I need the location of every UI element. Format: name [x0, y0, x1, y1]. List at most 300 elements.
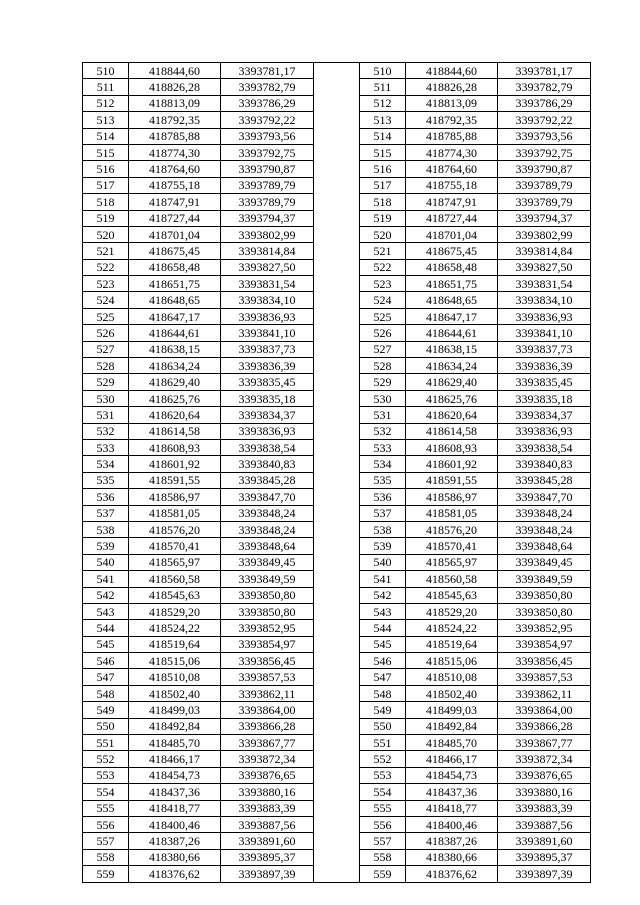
right-y-coordinate: 3393857,53 [498, 669, 591, 685]
left-x-coordinate: 418620,64 [129, 407, 221, 423]
left-y-coordinate: 3393789,79 [221, 194, 314, 210]
right-y-coordinate: 3393848,24 [498, 505, 591, 521]
right-y-coordinate: 3393848,24 [498, 521, 591, 537]
right-y-coordinate: 3393867,77 [498, 735, 591, 751]
left-x-coordinate: 418466,17 [129, 751, 221, 767]
right-point-number: 534 [360, 456, 406, 472]
left-point-number: 537 [83, 505, 129, 521]
right-point-number: 539 [360, 538, 406, 554]
right-point-number: 528 [360, 358, 406, 374]
column-gap [314, 226, 360, 242]
right-x-coordinate: 418529,20 [406, 603, 498, 619]
column-gap [314, 194, 360, 210]
left-y-coordinate: 3393782,79 [221, 79, 314, 95]
left-point-number: 543 [83, 603, 129, 619]
right-point-number: 555 [360, 800, 406, 816]
right-y-coordinate: 3393856,45 [498, 653, 591, 669]
right-point-number: 518 [360, 194, 406, 210]
right-y-coordinate: 3393789,79 [498, 177, 591, 193]
right-x-coordinate: 418608,93 [406, 439, 498, 455]
left-x-coordinate: 418581,05 [129, 505, 221, 521]
left-y-coordinate: 3393887,56 [221, 816, 314, 832]
left-point-number: 515 [83, 144, 129, 160]
left-x-coordinate: 418510,08 [129, 669, 221, 685]
table-row [83, 243, 591, 259]
right-y-coordinate: 3393827,50 [498, 259, 591, 275]
left-x-coordinate: 418418,77 [129, 800, 221, 816]
left-x-coordinate: 418755,18 [129, 177, 221, 193]
table-row [83, 161, 591, 177]
right-x-coordinate: 418519,64 [406, 636, 498, 652]
left-x-coordinate: 418785,88 [129, 128, 221, 144]
table-row [83, 456, 591, 472]
left-x-coordinate: 418515,06 [129, 653, 221, 669]
left-y-coordinate: 3393814,84 [221, 243, 314, 259]
right-point-number: 524 [360, 292, 406, 308]
right-x-coordinate: 418675,45 [406, 243, 498, 259]
right-y-coordinate: 3393790,87 [498, 161, 591, 177]
left-point-number: 523 [83, 276, 129, 292]
right-x-coordinate: 418774,30 [406, 144, 498, 160]
right-point-number: 512 [360, 95, 406, 111]
left-point-number: 512 [83, 95, 129, 111]
right-point-number: 510 [360, 63, 406, 79]
left-point-number: 521 [83, 243, 129, 259]
right-x-coordinate: 418591,55 [406, 472, 498, 488]
left-x-coordinate: 418764,60 [129, 161, 221, 177]
left-x-coordinate: 418658,48 [129, 259, 221, 275]
left-point-number: 550 [83, 718, 129, 734]
left-y-coordinate: 3393876,65 [221, 767, 314, 783]
column-gap [314, 751, 360, 767]
right-y-coordinate: 3393840,83 [498, 456, 591, 472]
left-point-number: 549 [83, 702, 129, 718]
right-point-number: 529 [360, 374, 406, 390]
right-x-coordinate: 418515,06 [406, 653, 498, 669]
left-x-coordinate: 418545,63 [129, 587, 221, 603]
right-x-coordinate: 418634,24 [406, 358, 498, 374]
right-x-coordinate: 418625,76 [406, 390, 498, 406]
table-row [83, 226, 591, 242]
left-y-coordinate: 3393836,93 [221, 423, 314, 439]
left-point-number: 530 [83, 390, 129, 406]
column-gap [314, 587, 360, 603]
right-y-coordinate: 3393794,37 [498, 210, 591, 226]
table-row [83, 767, 591, 783]
right-x-coordinate: 418792,35 [406, 112, 498, 128]
right-y-coordinate: 3393838,54 [498, 439, 591, 455]
right-y-coordinate: 3393848,64 [498, 538, 591, 554]
left-y-coordinate: 3393840,83 [221, 456, 314, 472]
left-y-coordinate: 3393845,28 [221, 472, 314, 488]
left-y-coordinate: 3393854,97 [221, 636, 314, 652]
left-y-coordinate: 3393891,60 [221, 833, 314, 849]
left-y-coordinate: 3393847,70 [221, 489, 314, 505]
table-row [83, 308, 591, 324]
column-gap [314, 390, 360, 406]
left-y-coordinate: 3393792,22 [221, 112, 314, 128]
table-row [83, 620, 591, 636]
table-row [83, 112, 591, 128]
left-x-coordinate: 418651,75 [129, 276, 221, 292]
table-row [83, 79, 591, 95]
left-y-coordinate: 3393781,17 [221, 63, 314, 79]
table-row [83, 833, 591, 849]
left-x-coordinate: 418634,24 [129, 358, 221, 374]
right-x-coordinate: 418658,48 [406, 259, 498, 275]
column-gap [314, 341, 360, 357]
right-y-coordinate: 3393792,75 [498, 144, 591, 160]
right-x-coordinate: 418727,44 [406, 210, 498, 226]
table-row [83, 472, 591, 488]
column-gap [314, 554, 360, 570]
right-y-coordinate: 3393841,10 [498, 325, 591, 341]
left-point-number: 540 [83, 554, 129, 570]
right-y-coordinate: 3393847,70 [498, 489, 591, 505]
right-point-number: 535 [360, 472, 406, 488]
right-x-coordinate: 418648,65 [406, 292, 498, 308]
left-x-coordinate: 418644,61 [129, 325, 221, 341]
right-y-coordinate: 3393781,17 [498, 63, 591, 79]
left-x-coordinate: 418576,20 [129, 521, 221, 537]
left-y-coordinate: 3393895,37 [221, 849, 314, 865]
left-y-coordinate: 3393850,80 [221, 587, 314, 603]
right-x-coordinate: 418813,09 [406, 95, 498, 111]
table-row [83, 210, 591, 226]
table-row [83, 800, 591, 816]
right-x-coordinate: 418764,60 [406, 161, 498, 177]
table-row [83, 669, 591, 685]
right-y-coordinate: 3393834,10 [498, 292, 591, 308]
right-point-number: 527 [360, 341, 406, 357]
column-gap [314, 276, 360, 292]
left-y-coordinate: 3393857,53 [221, 669, 314, 685]
right-y-coordinate: 3393864,00 [498, 702, 591, 718]
column-gap [314, 456, 360, 472]
right-x-coordinate: 418614,58 [406, 423, 498, 439]
left-x-coordinate: 418844,60 [129, 63, 221, 79]
right-point-number: 531 [360, 407, 406, 423]
left-y-coordinate: 3393831,54 [221, 276, 314, 292]
right-x-coordinate: 418466,17 [406, 751, 498, 767]
left-point-number: 525 [83, 308, 129, 324]
column-gap [314, 669, 360, 685]
right-point-number: 554 [360, 784, 406, 800]
left-y-coordinate: 3393789,79 [221, 177, 314, 193]
column-gap [314, 308, 360, 324]
column-gap [314, 489, 360, 505]
table-row [83, 538, 591, 554]
right-point-number: 513 [360, 112, 406, 128]
table-row [83, 751, 591, 767]
right-y-coordinate: 3393876,65 [498, 767, 591, 783]
left-y-coordinate: 3393848,24 [221, 521, 314, 537]
column-gap [314, 521, 360, 537]
left-y-coordinate: 3393862,11 [221, 685, 314, 701]
left-x-coordinate: 418519,64 [129, 636, 221, 652]
left-point-number: 536 [83, 489, 129, 505]
column-gap [314, 63, 360, 79]
column-gap [314, 259, 360, 275]
right-x-coordinate: 418387,26 [406, 833, 498, 849]
right-y-coordinate: 3393862,11 [498, 685, 591, 701]
column-gap [314, 292, 360, 308]
right-y-coordinate: 3393850,80 [498, 587, 591, 603]
left-x-coordinate: 418387,26 [129, 833, 221, 849]
left-point-number: 527 [83, 341, 129, 357]
column-gap [314, 571, 360, 587]
column-gap [314, 538, 360, 554]
table-row [83, 144, 591, 160]
column-gap [314, 79, 360, 95]
right-point-number: 559 [360, 866, 406, 882]
table-row [83, 866, 591, 882]
left-y-coordinate: 3393848,24 [221, 505, 314, 521]
column-gap [314, 505, 360, 521]
left-point-number: 514 [83, 128, 129, 144]
table-row [83, 849, 591, 865]
right-point-number: 540 [360, 554, 406, 570]
right-point-number: 523 [360, 276, 406, 292]
right-y-coordinate: 3393782,79 [498, 79, 591, 95]
left-x-coordinate: 418529,20 [129, 603, 221, 619]
right-x-coordinate: 418510,08 [406, 669, 498, 685]
left-y-coordinate: 3393790,87 [221, 161, 314, 177]
column-gap [314, 866, 360, 882]
right-point-number: 543 [360, 603, 406, 619]
left-y-coordinate: 3393827,50 [221, 259, 314, 275]
left-point-number: 528 [83, 358, 129, 374]
right-point-number: 549 [360, 702, 406, 718]
right-x-coordinate: 418418,77 [406, 800, 498, 816]
left-point-number: 545 [83, 636, 129, 652]
left-y-coordinate: 3393867,77 [221, 735, 314, 751]
table-row [83, 554, 591, 570]
right-y-coordinate: 3393880,16 [498, 784, 591, 800]
left-x-coordinate: 418647,17 [129, 308, 221, 324]
table-row [83, 636, 591, 652]
left-point-number: 556 [83, 816, 129, 832]
right-point-number: 517 [360, 177, 406, 193]
left-point-number: 548 [83, 685, 129, 701]
right-x-coordinate: 418601,92 [406, 456, 498, 472]
column-gap [314, 177, 360, 193]
table-row [83, 128, 591, 144]
table-row [83, 735, 591, 751]
right-x-coordinate: 418785,88 [406, 128, 498, 144]
left-point-number: 557 [83, 833, 129, 849]
left-point-number: 535 [83, 472, 129, 488]
left-y-coordinate: 3393864,00 [221, 702, 314, 718]
table-row [83, 390, 591, 406]
right-y-coordinate: 3393793,56 [498, 128, 591, 144]
left-point-number: 531 [83, 407, 129, 423]
right-x-coordinate: 418492,84 [406, 718, 498, 734]
left-y-coordinate: 3393897,39 [221, 866, 314, 882]
left-x-coordinate: 418570,41 [129, 538, 221, 554]
left-x-coordinate: 418614,58 [129, 423, 221, 439]
right-y-coordinate: 3393854,97 [498, 636, 591, 652]
right-x-coordinate: 418651,75 [406, 276, 498, 292]
column-gap [314, 702, 360, 718]
column-gap [314, 128, 360, 144]
right-point-number: 547 [360, 669, 406, 685]
right-x-coordinate: 418485,70 [406, 735, 498, 751]
right-y-coordinate: 3393814,84 [498, 243, 591, 259]
right-point-number: 533 [360, 439, 406, 455]
left-x-coordinate: 418727,44 [129, 210, 221, 226]
right-x-coordinate: 418755,18 [406, 177, 498, 193]
table-row [83, 816, 591, 832]
column-gap [314, 800, 360, 816]
left-point-number: 553 [83, 767, 129, 783]
column-gap [314, 653, 360, 669]
table-row [83, 341, 591, 357]
left-x-coordinate: 418648,65 [129, 292, 221, 308]
right-point-number: 544 [360, 620, 406, 636]
left-x-coordinate: 418747,91 [129, 194, 221, 210]
right-y-coordinate: 3393891,60 [498, 833, 591, 849]
left-point-number: 559 [83, 866, 129, 882]
left-point-number: 542 [83, 587, 129, 603]
column-gap [314, 849, 360, 865]
left-x-coordinate: 418565,97 [129, 554, 221, 570]
right-y-coordinate: 3393789,79 [498, 194, 591, 210]
left-y-coordinate: 3393849,45 [221, 554, 314, 570]
column-gap [314, 144, 360, 160]
right-x-coordinate: 418581,05 [406, 505, 498, 521]
table-row [83, 63, 591, 79]
right-y-coordinate: 3393850,80 [498, 603, 591, 619]
left-x-coordinate: 418485,70 [129, 735, 221, 751]
left-x-coordinate: 418813,09 [129, 95, 221, 111]
left-point-number: 541 [83, 571, 129, 587]
right-x-coordinate: 418499,03 [406, 702, 498, 718]
left-point-number: 532 [83, 423, 129, 439]
right-y-coordinate: 3393786,29 [498, 95, 591, 111]
right-x-coordinate: 418647,17 [406, 308, 498, 324]
left-point-number: 524 [83, 292, 129, 308]
right-x-coordinate: 418376,62 [406, 866, 498, 882]
right-x-coordinate: 418629,40 [406, 374, 498, 390]
right-x-coordinate: 418701,04 [406, 226, 498, 242]
left-x-coordinate: 418586,97 [129, 489, 221, 505]
left-x-coordinate: 418608,93 [129, 439, 221, 455]
right-point-number: 525 [360, 308, 406, 324]
table-row [83, 194, 591, 210]
right-y-coordinate: 3393835,45 [498, 374, 591, 390]
right-point-number: 546 [360, 653, 406, 669]
coordinate-table [82, 62, 591, 883]
right-point-number: 545 [360, 636, 406, 652]
left-point-number: 551 [83, 735, 129, 751]
right-x-coordinate: 418586,97 [406, 489, 498, 505]
left-y-coordinate: 3393786,29 [221, 95, 314, 111]
left-x-coordinate: 418400,46 [129, 816, 221, 832]
right-x-coordinate: 418747,91 [406, 194, 498, 210]
right-y-coordinate: 3393887,56 [498, 816, 591, 832]
right-point-number: 538 [360, 521, 406, 537]
left-x-coordinate: 418499,03 [129, 702, 221, 718]
left-x-coordinate: 418792,35 [129, 112, 221, 128]
left-point-number: 529 [83, 374, 129, 390]
left-point-number: 544 [83, 620, 129, 636]
left-x-coordinate: 418826,28 [129, 79, 221, 95]
left-y-coordinate: 3393849,59 [221, 571, 314, 587]
column-gap [314, 472, 360, 488]
left-x-coordinate: 418638,15 [129, 341, 221, 357]
left-y-coordinate: 3393802,99 [221, 226, 314, 242]
table-row [83, 358, 591, 374]
left-y-coordinate: 3393841,10 [221, 325, 314, 341]
column-gap [314, 423, 360, 439]
left-point-number: 547 [83, 669, 129, 685]
right-point-number: 536 [360, 489, 406, 505]
column-gap [314, 767, 360, 783]
left-x-coordinate: 418492,84 [129, 718, 221, 734]
right-point-number: 521 [360, 243, 406, 259]
left-y-coordinate: 3393837,73 [221, 341, 314, 357]
right-point-number: 514 [360, 128, 406, 144]
right-x-coordinate: 418576,20 [406, 521, 498, 537]
left-y-coordinate: 3393836,39 [221, 358, 314, 374]
left-y-coordinate: 3393848,64 [221, 538, 314, 554]
left-y-coordinate: 3393838,54 [221, 439, 314, 455]
left-point-number: 518 [83, 194, 129, 210]
right-x-coordinate: 418565,97 [406, 554, 498, 570]
left-x-coordinate: 418774,30 [129, 144, 221, 160]
left-point-number: 526 [83, 325, 129, 341]
left-point-number: 546 [83, 653, 129, 669]
left-x-coordinate: 418454,73 [129, 767, 221, 783]
right-y-coordinate: 3393852,95 [498, 620, 591, 636]
right-point-number: 552 [360, 751, 406, 767]
table-row [83, 587, 591, 603]
table-row [83, 439, 591, 455]
column-gap [314, 735, 360, 751]
left-point-number: 517 [83, 177, 129, 193]
column-gap [314, 603, 360, 619]
column-gap [314, 439, 360, 455]
right-y-coordinate: 3393883,39 [498, 800, 591, 816]
right-y-coordinate: 3393845,28 [498, 472, 591, 488]
column-gap [314, 636, 360, 652]
right-x-coordinate: 418844,60 [406, 63, 498, 79]
right-y-coordinate: 3393897,39 [498, 866, 591, 882]
left-x-coordinate: 418675,45 [129, 243, 221, 259]
column-gap [314, 161, 360, 177]
right-y-coordinate: 3393849,45 [498, 554, 591, 570]
right-point-number: 542 [360, 587, 406, 603]
right-y-coordinate: 3393849,59 [498, 571, 591, 587]
left-x-coordinate: 418524,22 [129, 620, 221, 636]
column-gap [314, 407, 360, 423]
column-gap [314, 784, 360, 800]
left-point-number: 558 [83, 849, 129, 865]
right-point-number: 516 [360, 161, 406, 177]
left-point-number: 511 [83, 79, 129, 95]
right-y-coordinate: 3393866,28 [498, 718, 591, 734]
left-y-coordinate: 3393834,37 [221, 407, 314, 423]
left-x-coordinate: 418591,55 [129, 472, 221, 488]
right-point-number: 537 [360, 505, 406, 521]
right-x-coordinate: 418454,73 [406, 767, 498, 783]
right-point-number: 548 [360, 685, 406, 701]
table-row [83, 489, 591, 505]
right-point-number: 557 [360, 833, 406, 849]
column-gap [314, 95, 360, 111]
left-x-coordinate: 418701,04 [129, 226, 221, 242]
